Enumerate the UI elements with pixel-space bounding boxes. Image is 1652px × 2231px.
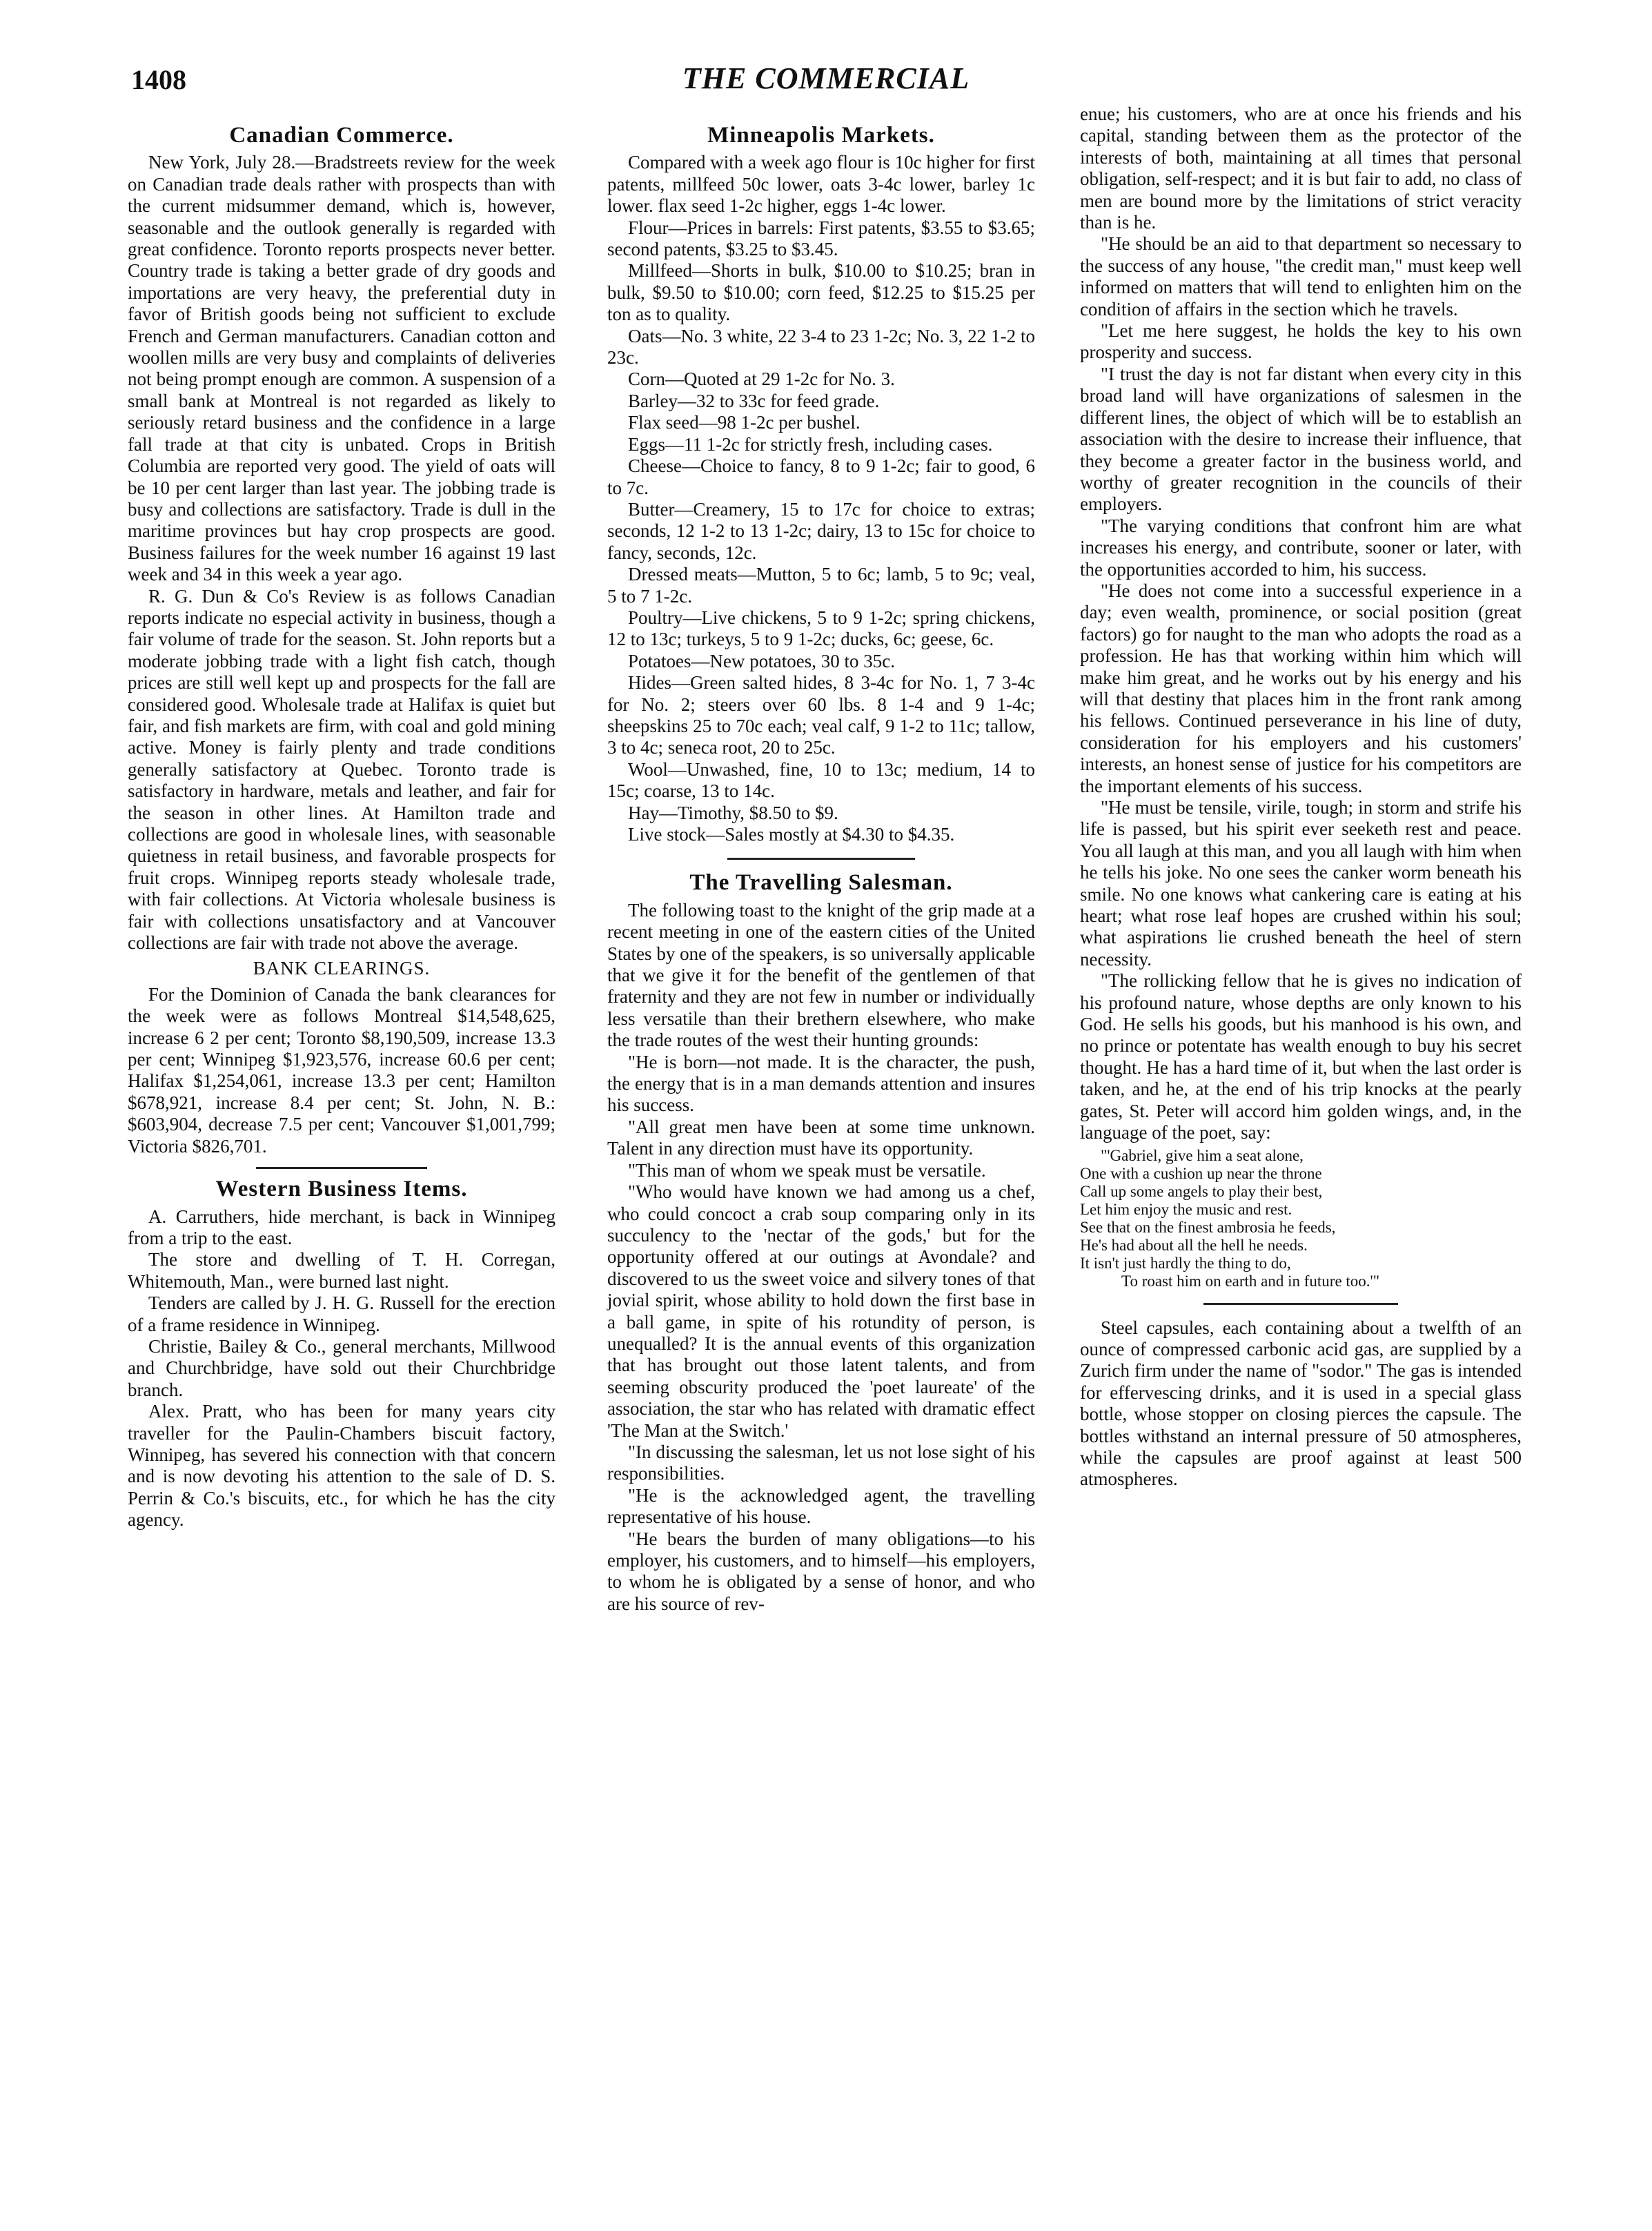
poem-line: See that on the finest ambrosia he feeds,: [1080, 1218, 1336, 1236]
paragraph: "All great men have been at some time unknown. Talent in any direction must have its opportunity.: [607, 1116, 1035, 1159]
paragraph: Barley—32 to 33c for feed grade.: [628, 390, 880, 411]
divider: [1203, 1303, 1398, 1305]
paragraph: "He is born—not made. It is the character, the push, the energy that is in a man demands attention and insures his success.: [607, 1051, 1035, 1116]
paragraph: Butter—Creamery, 15 to 17c for choice to extras; seconds, 12 1-2 to 13 1-2c; dairy, 13 to 15c for choice to fancy, seconds, 12c.: [607, 498, 1035, 563]
poem-line: It isn't just hardly the thing to do,: [1080, 1254, 1291, 1272]
page-title: THE COMMERCIAL: [682, 61, 970, 95]
article-heading-canadian-commerce: Canadian Commerce.: [229, 123, 454, 148]
paragraph: Millfeed—Shorts in bulk, $10.00 to $10.25; bran in bulk, $9.50 to $10.00; corn feed, $12.25 to $15.25 per ton as to quality.: [607, 260, 1035, 325]
poem-line: "'Gabriel, give him a seat alone,: [1101, 1146, 1304, 1164]
paragraph: R. G. Dun & Co's Review is as follows Canadian reports indicate no especial activity in business, though a fair volume of trade for the season. St. John reports but a moderate jobbing trade with a light fish catch, though prices are still well kept up and prospects for the fall are considered good. Wholesale trade at Halifax is quiet but fair, and fish markets are firm, with coal and gold mining active. Money is fairly plenty and trade conditions generally satisfactory at Quebec. Toronto trade is satisfactory in hardware, metals and leather, and fair for the season in other lines. At Hamilton trade and collections are good in wholesale lines, with seasonable quietness in retail business, and favorable prospects for fruit crops. Winnipeg reports steady wholesale trade, with fair collections. At Victoria wholesale business is fair with collections unsatisfactory and at Vancouver collections are fair with trade not above the average.: [128, 585, 555, 954]
paragraph: Hay—Timothy, $8.50 to $9.: [628, 802, 838, 823]
paragraph: Live stock—Sales mostly at $4.30 to $4.35.: [628, 824, 955, 845]
paragraph: "He bears the burden of many obligations—to his employer, his customers, and to himself—his employers, to whom he is obligated by a sense of honor, and who are his source of rev-: [607, 1528, 1035, 1614]
paragraph: Dressed meats—Mutton, 5 to 6c; lamb, 5 to 9c; veal, 5 to 7 1-2c.: [607, 564, 1035, 607]
paragraph: Corn—Quoted at 29 1-2c for No. 3.: [628, 368, 895, 390]
paragraph: Hides—Green salted hides, 8 3-4c for No. 1, 7 3-4c for No. 2; steers over 60 lbs. 8 1-4 and 9 1-4c; sheepskins 25 to 70c each; veal calf, 9 1-2 to 11c; tallow, 3 to 4c; seneca root, 20 to 25c.: [607, 672, 1035, 758]
paragraph: Eggs—11 1-2c for strictly fresh, including cases.: [628, 433, 993, 455]
paragraph: Potatoes—New potatoes, 30 to 35c.: [628, 650, 895, 671]
poem-line: One with a cushion up near the throne: [1080, 1164, 1322, 1182]
paragraph: "He must be tensile, virile, tough; in storm and strife his life is passed, but his spirit ever seeketh rest and peace. You all laugh at this man, and you all laugh with him when he tells his joke. No one sees the canker worm beneath his smile. No one knows what cankering care is eating at his heart; what rose leaf hopes are crushed within his soul; what aspirations lie crushed beneath the heel of stern necessity.: [1080, 797, 1522, 970]
page-number: 1408: [131, 64, 186, 95]
poem-quote: [1080, 1147, 1522, 1290]
poem-line: Call up some angels to play their best,: [1080, 1182, 1323, 1200]
article-heading-western-business-items: Western Business Items.: [215, 1177, 468, 1202]
paragraph: Alex. Pratt, who has been for many years city traveller for the Paulin-Chambers biscuit factory, Winnipeg, has severed his connection with that concern and is now devoting his attention to the sale of D. S. Perrin & Co.'s biscuits, etc., for which he has the city agency.: [128, 1401, 555, 1531]
article-heading-minneapolis-markets: Minneapolis Markets.: [707, 123, 935, 148]
paragraph: Tenders are called by J. H. G. Russell for the erection of a frame residence in Winnipeg.: [128, 1293, 555, 1335]
paragraph: enue; his customers, who are at once his friends and his capital, standing between them as the protector of the interests of both, maintaining at all times that personal obligation, self-respect; and it is but fair to add, no class of men are bound more by the limitations of strict veracity than is he.: [1080, 104, 1522, 233]
paragraph: Compared with a week ago flour is 10c higher for first patents, millfeed 50c lower, oats 3-4c lower, barley 1c lower. flax seed 1-2c higher, eggs 1-4c lower.: [607, 152, 1035, 217]
column-1: [128, 121, 555, 1531]
paragraph: Flour—Prices in barrels: First patents, $3.55 to $3.65; second patents, $3.25 to $3.45.: [607, 217, 1035, 260]
paragraph: Flax seed—98 1-2c per bushel.: [628, 412, 861, 433]
paragraph: "The rollicking fellow that he is gives no indication of his profound nature, whose depths are only known to his God. He sells his goods, but his manhood is his own, and no prince or potentate has wealth enough to buy his secret thought. He has a hard time of it, but when the last order is taken, and he, at the end of his trip knocks at the pearly gates, St. Peter will accord him golden wings, and, in the language of the poet, say:: [1080, 970, 1522, 1143]
column-3: [1080, 104, 1522, 1491]
paragraph: The following toast to the knight of the grip made at a recent meeting in one of the eastern cities of the United States by one of the speakers, is so universally applicable that we give it for the benefit of the gentlemen of that fraternity and they are not few in number or individually less versatile than their brethern elsewhere, who make the trade routes of the west their hunting grounds:: [607, 899, 1035, 1051]
paragraph: Cheese—Choice to fancy, 8 to 9 1-2c; fair to good, 6 to 7c.: [607, 455, 1035, 498]
paragraph: Christie, Bailey & Co., general merchants, Millwood and Churchbridge, have sold out their Churchbridge branch.: [128, 1335, 555, 1400]
paragraph: Oats—No. 3 white, 22 3-4 to 23 1-2c; No. 3, 22 1-2 to 23c.: [607, 325, 1035, 368]
paragraph: "The varying conditions that confront him are what increases his energy, and contribute, sooner or later, with the opportunities accorded to him, his success.: [1080, 515, 1522, 580]
paragraph: "He should be an aid to that department so necessary to the success of any house, "the credit man," must keep well informed on matters that will tend to enlighten him on the condition of affairs in the section which he travels.: [1080, 233, 1522, 320]
paragraph: Poultry—Live chickens, 5 to 9 1-2c; spring chickens, 12 to 13c; turkeys, 5 to 9 1-2c; ducks, 6c; geese, 6c.: [607, 607, 1035, 650]
paragraph: "He is the acknowledged agent, the travelling representative of his house.: [607, 1484, 1035, 1528]
paragraph: A. Carruthers, hide merchant, is back in Winnipeg from a trip to the east.: [128, 1206, 555, 1248]
paragraph: "This man of whom we speak must be versatile.: [628, 1159, 986, 1181]
paragraph: "I trust the day is not far distant when every city in this broad land will have organizations of salesmen in the different lines, the object of which will be to establish an association with the desire to increase their influence, that they become a greater factor in the business world, and worthy of greater recognition in the councils of their employers.: [1080, 363, 1522, 515]
paragraph: For the Dominion of Canada the bank clearances for the week were as follows Montreal $14,548,625, increase 6 2 per cent; Toronto $8,190,509, increase 13.3 per cent; Winnipeg $1,923,576, increase 60.6 per cent; Halifax $1,254,061, increase 13.3 per cent; Hamilton $678,921, increase 8.4 per cent; St. John, N. B.: $603,904, decrease 7.5 per cent; Vancouver $1,001,799; Victoria $826,701.: [128, 983, 555, 1157]
article-heading-travelling-salesman: The Travelling Salesman.: [689, 870, 953, 896]
poem-line: To roast him on earth and in future too.'": [1121, 1272, 1380, 1290]
paragraph: The store and dwelling of T. H. Corregan, Whitemouth, Man., were burned last night.: [128, 1249, 555, 1292]
poem-line: Let him enjoy the music and rest.: [1080, 1200, 1292, 1218]
divider: [727, 858, 916, 860]
paragraph: "Who would have known we had among us a chef, who could concoct a crab soup comparing only in its succulency to the 'nectar of the gods,' but for the opportunity offered at our outings at Avondale? and discovered to us the sweet voice and silvery tones of that jovial spirit, whose ability to hold down the first base in a ball game, in spite of his rotundity of person, is unequalled? It is the annual events of this organization that has brought out those latent talents, and from seeming obscurity produced the 'poet laureate' of the association, the star who has related with dramatic effect 'The Man at the Switch.': [607, 1181, 1035, 1441]
paragraph: "He does not come into a successful experience in a day; even wealth, prominence, or social position (great factors) go for naught to the man who adopts the road as a profession. He has that working within him which will make him great, and he works out by his energy and his will that destiny that places him in the front rank among his fellows. Continued perseverance in his line of duty, consideration for his employers and his customers' interests, an honest sense of justice for his competitors are the important elements of his success.: [1080, 580, 1522, 796]
column-2: [607, 121, 1035, 1615]
poem-line: He's had about all the hell he needs.: [1080, 1236, 1308, 1254]
subheading-bank-clearings: BANK CLEARINGS.: [253, 958, 431, 979]
divider: [256, 1167, 427, 1169]
paragraph: New York, July 28.—Bradstreets review for the week on Canadian trade deals rather with prospects than with the current midsummer demand, which is, however, seasonable and the outlook generally is regarded with great confidence. Toronto reports prospects never better. Country trade is taking a better grade of dry goods and importations are very heavy, the preferential duty in favor of British goods being not sufficient to exclude French and German manufacturers. Canadian cotton and woollen mills are very busy and complaints of deliveries not being prompt enough are common. A suspension of a small bank at Montreal is not regarded as likely to seriously retard business and the confidence in a large fall trade at that city is unbated. Crops in British Columbia are reported very good. The yield of oats will be 10 per cent larger than last year. The jobbing trade is busy and collections are satisfactory. Trade is dull in the maritime provinces but hay crop prospects are good. Business failures for the week number 16 against 19 last week and 34 in this week a year ago.: [128, 152, 555, 585]
paragraph: Wool—Unwashed, fine, 10 to 13c; medium, 14 to 15c; coarse, 13 to 14c.: [607, 758, 1035, 802]
paragraph: "Let me here suggest, he holds the key to his own prosperity and success.: [1080, 320, 1522, 363]
paragraph: "In discussing the salesman, let us not lose sight of his responsibilities.: [607, 1441, 1035, 1484]
paragraph: Steel capsules, each containing about a twelfth of an ounce of compressed carbonic acid gas, are supplied by a Zurich firm under the name of "sodor." The gas is intended for effervescing drinks, and it is used in a special glass bottle, whose stopper on closing pierces the capsule. The bottles withstand an internal pressure of 50 atmospheres, while the capsules are proof against at least 500 atmospheres.: [1080, 1317, 1522, 1490]
